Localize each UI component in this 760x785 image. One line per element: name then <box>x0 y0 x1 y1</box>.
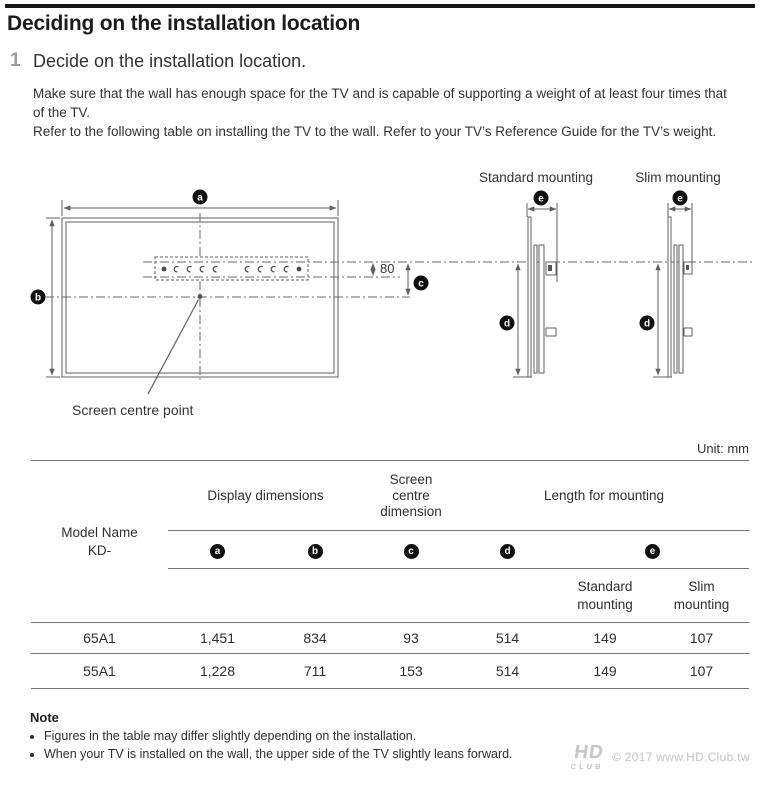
unit-label: Unit: mm <box>697 441 749 456</box>
cell-e-standard: 149 <box>556 654 654 689</box>
dim-80-label: 80 <box>380 261 395 276</box>
title-top-rule <box>5 4 755 8</box>
model-name-line2: KD- <box>87 542 112 558</box>
note-title: Note <box>30 710 59 725</box>
dim-label-a <box>193 190 208 205</box>
slim-mounting-view <box>635 170 721 377</box>
body-paragraph-2: Refer to the following table on installing the TV to the wall. Refer to your TV’s Reference Guide for the TV’s weight. <box>33 124 717 139</box>
note-bullet-1: • Figures in the table may differ slightly depending on the installation. <box>44 728 630 746</box>
step-title: Decide on the installation location. <box>33 51 307 71</box>
cell-model: 65A1 <box>31 623 168 654</box>
dimension-80 <box>373 261 394 276</box>
step-description <box>33 84 740 141</box>
slim-mounting-label: Slim mounting <box>635 170 721 185</box>
cell-d: 514 <box>459 654 556 689</box>
table-row-55A1 <box>31 654 749 689</box>
col-header-a: a <box>168 531 267 569</box>
watermark <box>569 742 750 771</box>
mounting-spec-table <box>31 460 749 689</box>
screen-centre-label: Screen centre point <box>72 402 194 418</box>
dim-label-d-slim: d <box>643 318 651 330</box>
spacer-cell <box>363 569 459 623</box>
cell-e-standard: 149 <box>556 623 654 654</box>
group-header-display-dimensions: Display dimensions <box>168 461 363 531</box>
step-number: 1 <box>10 50 21 71</box>
dim-label-e-slim: e <box>677 193 683 205</box>
screen-centre-point <box>72 294 202 418</box>
sub-header-slim-mounting: Slim mounting <box>654 569 749 623</box>
hd-club-logo <box>570 743 607 771</box>
cell-a: 1,451 <box>168 623 267 654</box>
model-name-line1: Model Name <box>61 524 138 540</box>
standard-mounting-view <box>479 170 593 377</box>
watermark-copyright: © 2017 www.HD.Club.tw <box>611 749 750 764</box>
cell-a: 1,228 <box>168 654 267 689</box>
body-paragraph-1: Make sure that the wall has enough space for the TV and is capable of supporting a weight of at least four times that of the TV. <box>33 86 727 120</box>
spacer-cell <box>267 569 363 623</box>
logo-text-hd: HD <box>572 742 606 763</box>
table-row-65A1 <box>31 623 749 654</box>
dim-label-b <box>31 290 46 305</box>
model-name-header <box>31 461 168 623</box>
note-section <box>30 710 630 763</box>
cell-model: 55A1 <box>31 654 168 689</box>
note-list <box>30 728 630 763</box>
cell-e-slim: 107 <box>654 654 749 689</box>
cell-c: 153 <box>363 654 459 689</box>
sub-header-standard-mounting: Standard mounting <box>556 569 654 623</box>
svg-text:a: a <box>197 192 203 204</box>
col-header-e: e <box>556 531 749 569</box>
spacer-cell <box>168 569 267 623</box>
group-header-screen-centre: Screen centre dimension <box>363 461 459 531</box>
spacer-cell <box>459 569 556 623</box>
cell-b: 834 <box>267 623 363 654</box>
cell-c: 93 <box>363 623 459 654</box>
cell-e-slim: 107 <box>654 623 749 654</box>
dim-label-d-standard: d <box>503 318 511 330</box>
centre-lines <box>45 213 410 380</box>
dim-label-c: c <box>418 278 424 290</box>
cell-d: 514 <box>459 623 556 654</box>
group-header-length-for-mounting: Length for mounting <box>459 461 749 531</box>
page-title: Deciding on the installation location <box>7 12 361 35</box>
col-header-c: c <box>363 531 459 569</box>
standard-mounting-label: Standard mounting <box>478 170 594 185</box>
col-header-d: d <box>459 531 556 569</box>
cell-b: 711 <box>267 654 363 689</box>
dim-label-e-standard: e <box>538 193 544 205</box>
note-bullet-2: • When your TV is installed on the wall, the upper side of the TV slightly leans forward. <box>44 746 630 764</box>
svg-text:b: b <box>34 292 42 304</box>
installation-diagram <box>0 158 760 430</box>
col-header-b: b <box>267 531 363 569</box>
dimension-c <box>408 264 429 295</box>
logo-text-club: CLUB <box>569 762 605 771</box>
